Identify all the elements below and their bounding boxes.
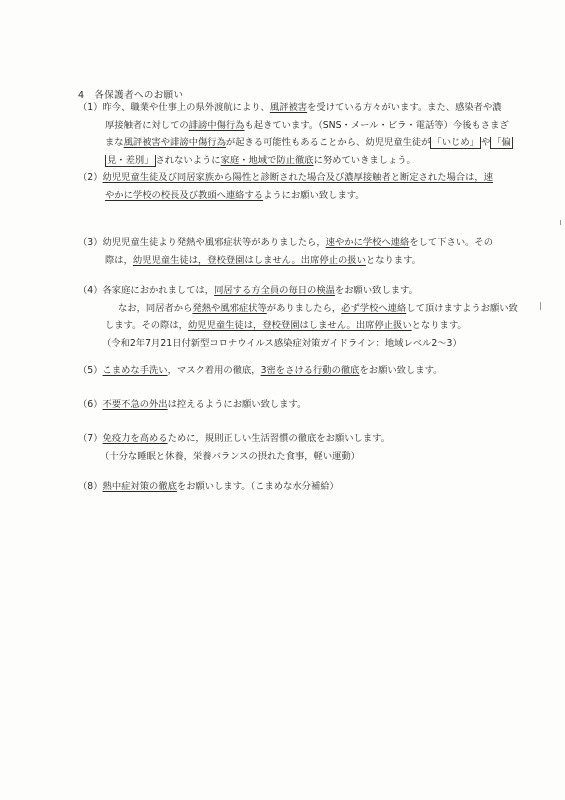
item-3-line-2: 際は，幼児児童生徒は，登校登園はしません。出席停止の扱いとなります。 bbox=[105, 254, 421, 266]
section-title: 4 各保護者へのお願い bbox=[78, 90, 184, 101]
item-7-line-2: （十分な睡眠と休養，栄養バランスの摂れた食事，軽い運動） bbox=[100, 450, 361, 462]
item-4-line-4: （令和2年7月21日付新型コロナウイルス感染症対策ガイドライン：地域レベル2〜3） bbox=[102, 337, 462, 349]
boxed-phrase: 「いじめ」 bbox=[432, 137, 479, 148]
request-item-6 bbox=[78, 396, 528, 414]
underlined-phrase: こまめな手洗い bbox=[102, 365, 168, 376]
underlined-phrase: 必ず学校へ連絡 bbox=[341, 302, 407, 314]
underlined-phrase: 風評被害や誹謗中傷行為 bbox=[123, 137, 226, 148]
item-4-line-1: （4）各家庭におかれましては，同居する方全員の毎日の検温をお願い致します。 bbox=[78, 285, 418, 296]
request-item-3 bbox=[78, 234, 528, 269]
boxed-phrase: 「偏 bbox=[492, 137, 511, 148]
item-2-line-1: （2）幼児児童生徒及び同居家族から陽性と診断された場合及び濃厚接触者と断定された場合は，速 bbox=[78, 172, 493, 183]
boxed-phrase: 見・差別」 bbox=[107, 154, 154, 166]
underlined-phrase: 3密をさける行動の徹底 bbox=[260, 365, 360, 376]
item-7-line-1: （7）免疫力を高めるために，規則正しい生活習慣の徹底をお願いします。 bbox=[78, 433, 390, 444]
request-item-8 bbox=[78, 478, 528, 496]
item-3-line-1: （3）幼児児童生徒より発熱や風邪症状等がありましたら，速やかに学校へ連絡をして下さい。その bbox=[78, 237, 494, 248]
underlined-phrase: 幼児児童生徒は，登校登園はしません。出席停止扱い bbox=[187, 320, 412, 331]
underlined-phrase: 免疫力を高める bbox=[102, 433, 168, 444]
underlined-phrase: やかに学校の校長及び教頭へ連絡する bbox=[105, 189, 264, 201]
item-5-line-1: （5）こまめな手洗い，マスク着用の徹底，3密をさける行動の徹底をお願い致します。 bbox=[78, 365, 443, 376]
underlined-phrase: 誹謗中傷行為 bbox=[188, 119, 245, 131]
item-2-line-2: やかに学校の校長及び教頭へ連絡するようにお願い致します。 bbox=[105, 189, 365, 201]
item-1-line-2: 厚接触者に対しての誹謗中傷行為も起きています。（SNS・メール・ビラ・電話等）今後もさまざ bbox=[105, 119, 509, 131]
underlined-phrase: 発熱や風邪症状等 bbox=[192, 302, 267, 314]
underlined-phrase: 不要不急の外出 bbox=[102, 399, 168, 410]
underlined-phrase: 風評被害 bbox=[269, 102, 308, 113]
item-1-line-4: 見・差別」 されないように家庭・地域で防止徹底に努めていきましょう。 bbox=[107, 154, 416, 166]
request-item-7 bbox=[78, 430, 528, 465]
item-6-line-1: （6）不要不急の外出は控えるようにお願い致します。 bbox=[78, 399, 307, 410]
underlined-phrase: 家庭・地域で防止徹底 bbox=[220, 154, 314, 166]
item-8-line-1: （8）熱中症対策の徹底をお願いします。（こまめな水分補給） bbox=[78, 481, 339, 492]
scan-mark bbox=[540, 302, 541, 310]
request-item-1 bbox=[78, 99, 528, 169]
item-4-line-2: なお，同居者から発熱や風邪症状等がありましたら，必ず学校へ連絡して頂けますようお願い致 bbox=[118, 302, 518, 314]
underlined-phrase: 速やかに学校へ連絡 bbox=[325, 237, 410, 248]
underlined-phrase: 同居する方全員の毎日の検温 bbox=[214, 285, 335, 296]
underlined-phrase: 幼児児童生徒及び同居家族から陽性と診断された場合及び濃厚接触者と断定された場合は，速 bbox=[102, 172, 493, 183]
underlined-phrase: 熱中症対策の徹底 bbox=[102, 481, 177, 492]
scan-mark bbox=[560, 220, 561, 225]
request-item-2 bbox=[78, 169, 528, 204]
request-item-4 bbox=[78, 282, 528, 352]
item-1-line-1: （1）昨今、職業や仕事上の県外渡航により、風評被害を受けている方々がいます。また、感染者や濃 bbox=[78, 102, 502, 113]
item-1-line-3: まな風評被害や誹謗中傷行為が起きる可能性もあることから、幼児児童生徒が 「いじめ」 や 「偏 bbox=[105, 137, 511, 148]
request-item-5 bbox=[78, 362, 528, 380]
item-4-line-3: します。その際は，幼児児童生徒は，登校登園はしません。出席停止扱いとなります。 bbox=[105, 320, 467, 331]
underlined-phrase: 幼児児童生徒は，登校登園はしません。出席停止の扱い bbox=[132, 254, 366, 266]
